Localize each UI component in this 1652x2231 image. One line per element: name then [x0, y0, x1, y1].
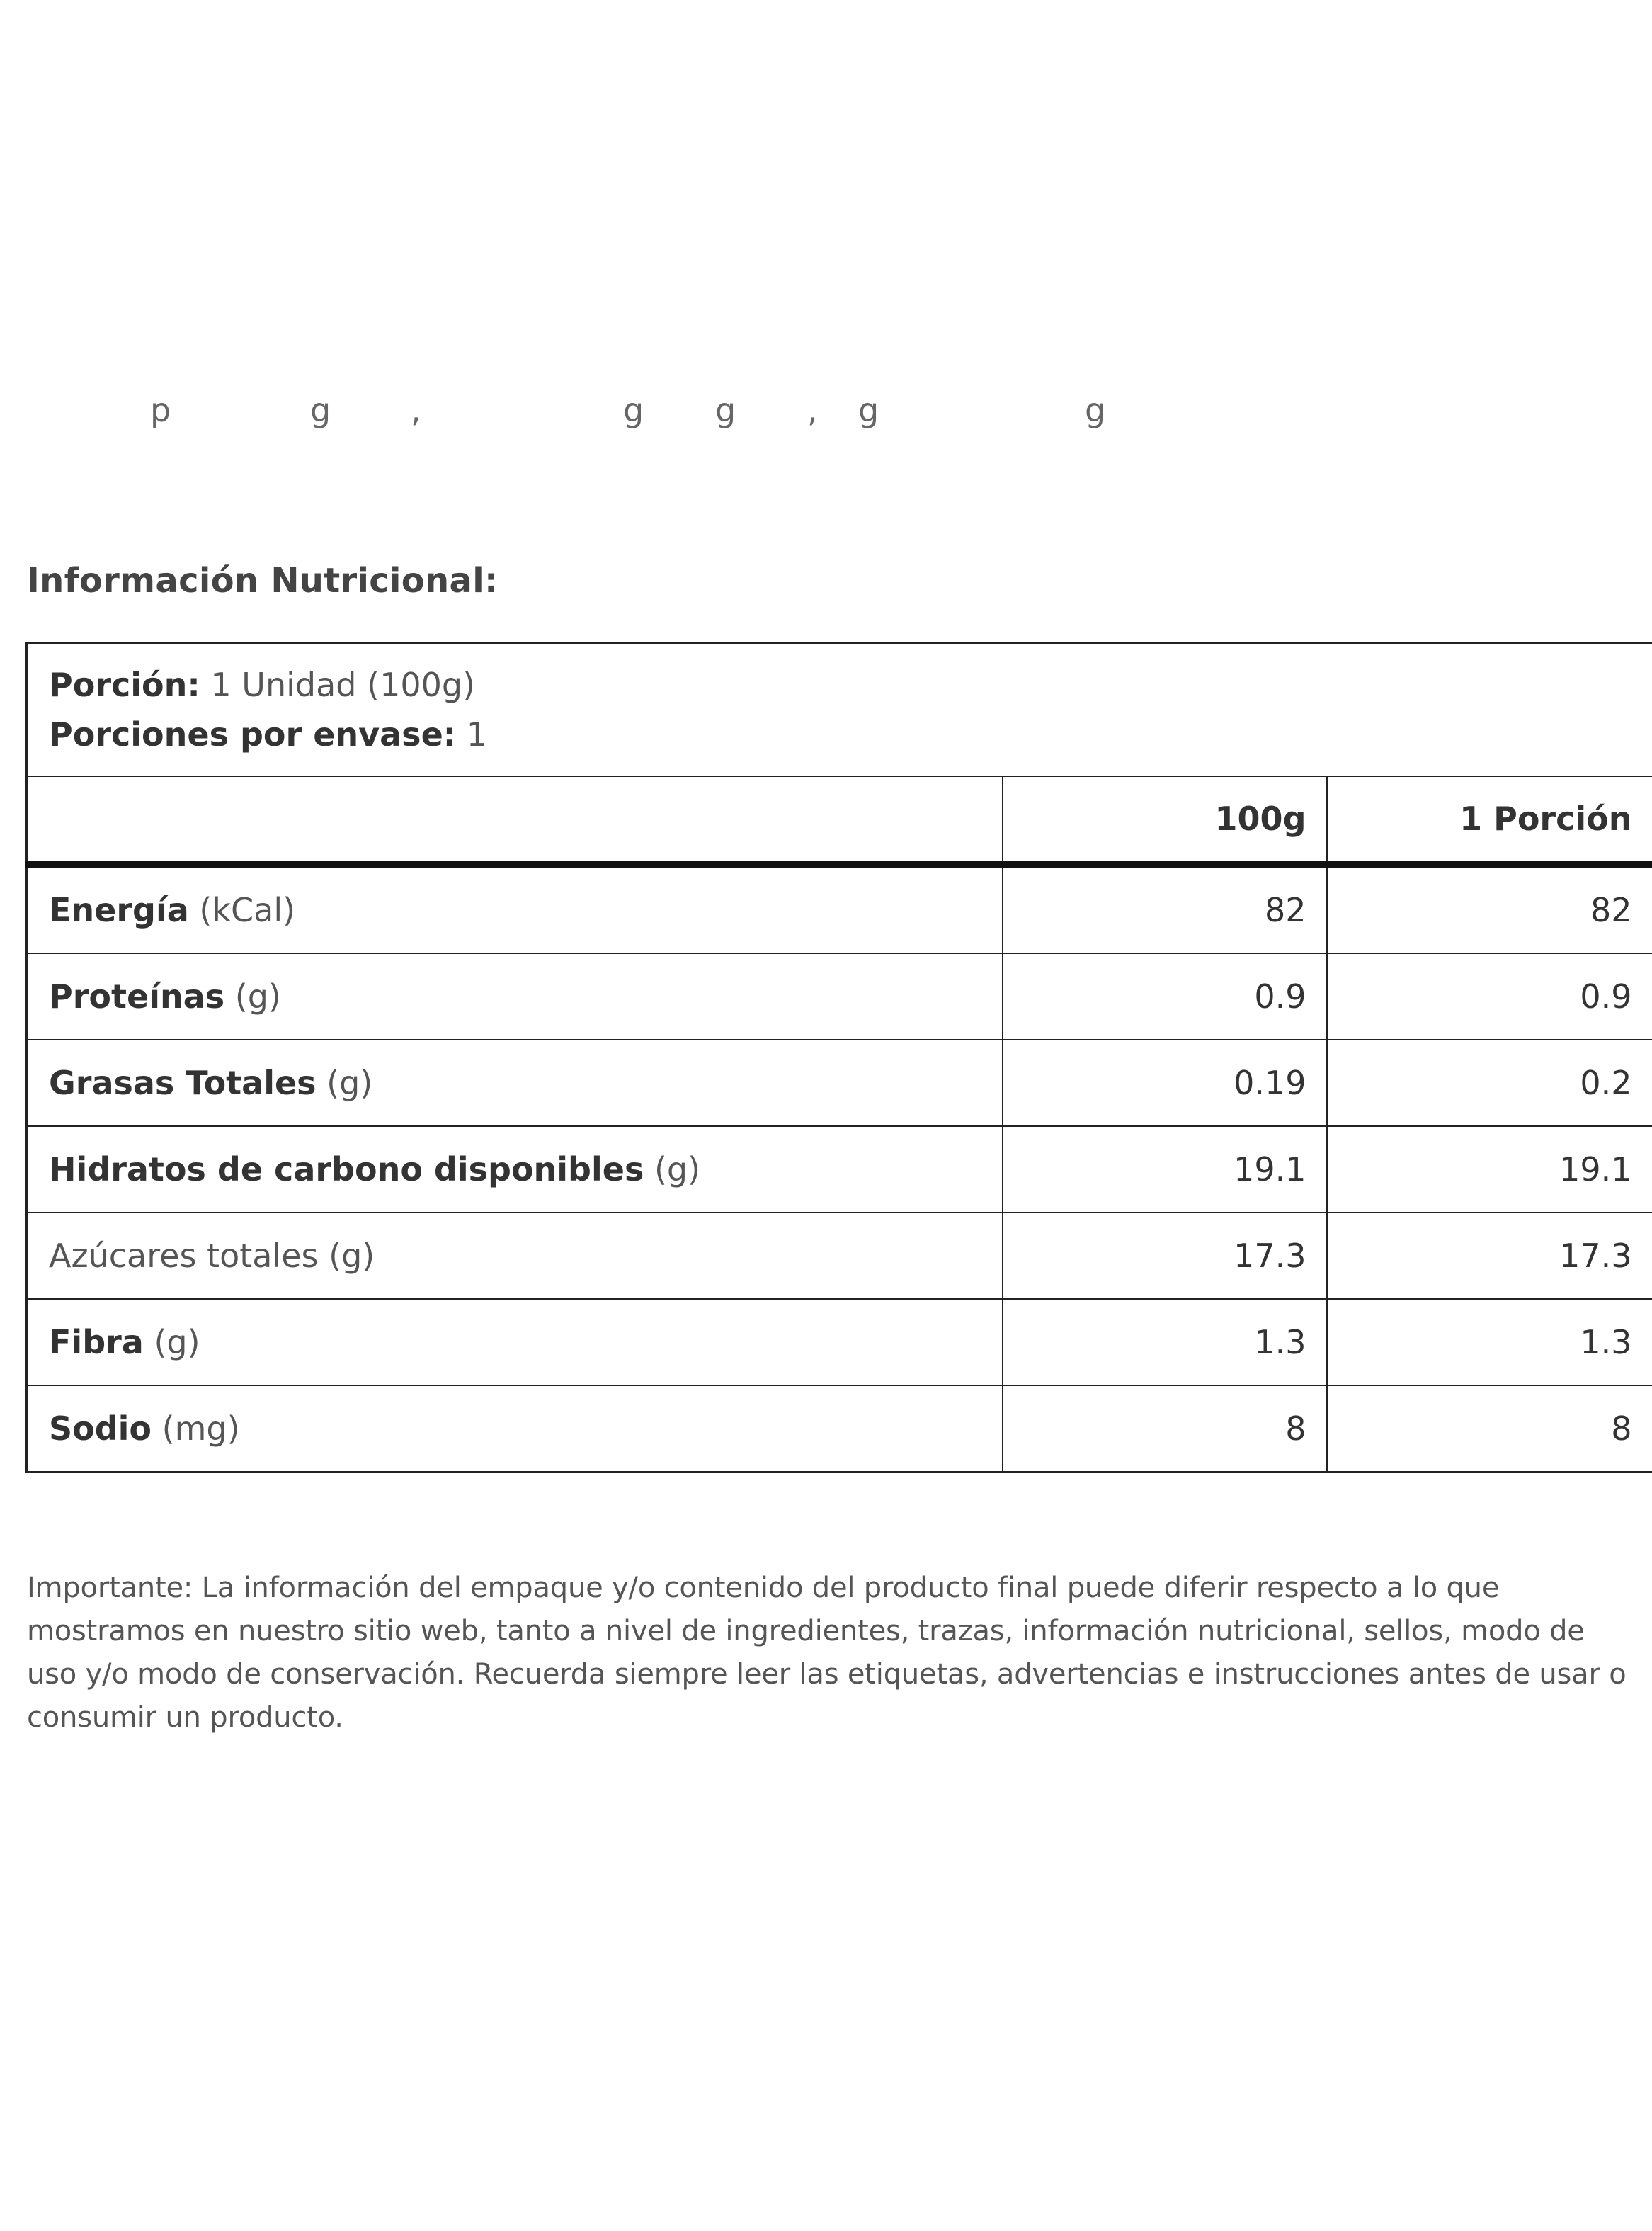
nutrient-name: Sodio [49, 1409, 152, 1448]
table-row [27, 1040, 1652, 1126]
portions-value: 1 [466, 715, 488, 754]
value-per-100g: 8 [1003, 1385, 1327, 1472]
table-row [27, 864, 1652, 953]
nutrient-label [27, 864, 1003, 953]
table-row [27, 1213, 1652, 1299]
nutrient-name: Grasas Totales [49, 1064, 317, 1102]
value-per-portion: 0.9 [1327, 953, 1652, 1040]
nutrient-unit: (kCal) [199, 891, 296, 929]
value-per-portion: 19.1 [1327, 1126, 1652, 1213]
nutrient-label [27, 1213, 1003, 1299]
nutrient-name: Azúcares totales [49, 1237, 319, 1275]
serving-info-row [27, 643, 1652, 777]
value-per-100g: 17.3 [1003, 1213, 1327, 1299]
nutrient-name: Fibra [49, 1323, 144, 1361]
value-per-portion: 0.2 [1327, 1040, 1652, 1126]
nutrient-label [27, 1126, 1003, 1213]
portion-label: Porción: [49, 666, 200, 704]
column-header-row [27, 776, 1652, 864]
table-row [27, 1126, 1652, 1213]
nutrition-section-title: Información Nutricional: [27, 561, 499, 601]
nutrient-unit: (g) [154, 1323, 200, 1361]
portions-line [49, 710, 1652, 759]
value-per-portion: 8 [1327, 1385, 1652, 1472]
nutrient-label [27, 953, 1003, 1040]
nutrient-unit: (g) [654, 1150, 701, 1188]
value-per-portion: 17.3 [1327, 1213, 1652, 1299]
portion-line [49, 660, 1652, 710]
table-row [27, 953, 1652, 1040]
nutrient-label [27, 1385, 1003, 1472]
disclaimer-text: Importante: La información del empaque y/o contenido del producto final puede diferir respecto a lo que mostramos en nuestro sitio web, tanto a nivel de ingredientes, trazas, información nutricional, sellos, modo de uso y/o modo de conservación. Recuerda siempre leer las etiquetas, advertencias e instrucciones antes de usar o consumir un producto. [27, 1572, 1627, 1734]
table-row [27, 1299, 1652, 1385]
nutrient-label [27, 1040, 1003, 1126]
clipped-text-line: p g , g g , g g [150, 391, 1106, 429]
header-per-portion: 1 Porción [1327, 776, 1652, 864]
serving-info [27, 643, 1652, 777]
nutrient-unit: (mg) [161, 1409, 240, 1448]
portion-value: 1 Unidad (100g) [210, 666, 476, 704]
nutrient-name: Proteínas [49, 977, 225, 1016]
value-per-100g: 0.19 [1003, 1040, 1327, 1126]
nutrient-unit: (g) [329, 1237, 375, 1275]
header-nutrient [27, 776, 1003, 864]
value-per-100g: 19.1 [1003, 1126, 1327, 1213]
header-per-100g: 100g [1003, 776, 1327, 864]
nutrient-name: Hidratos de carbono disponibles [49, 1150, 644, 1188]
value-per-100g: 82 [1003, 864, 1327, 953]
value-per-portion: 1.3 [1327, 1299, 1652, 1385]
value-per-100g: 1.3 [1003, 1299, 1327, 1385]
nutrient-label [27, 1299, 1003, 1385]
nutrient-unit: (g) [326, 1064, 373, 1102]
nutrient-name: Energía [49, 891, 189, 929]
value-per-portion: 82 [1327, 864, 1652, 953]
value-per-100g: 0.9 [1003, 953, 1327, 1040]
table-row [27, 1385, 1652, 1472]
nutrition-table [25, 642, 1652, 1473]
nutrient-unit: (g) [234, 977, 281, 1016]
portions-label: Porciones por envase: [49, 715, 457, 754]
